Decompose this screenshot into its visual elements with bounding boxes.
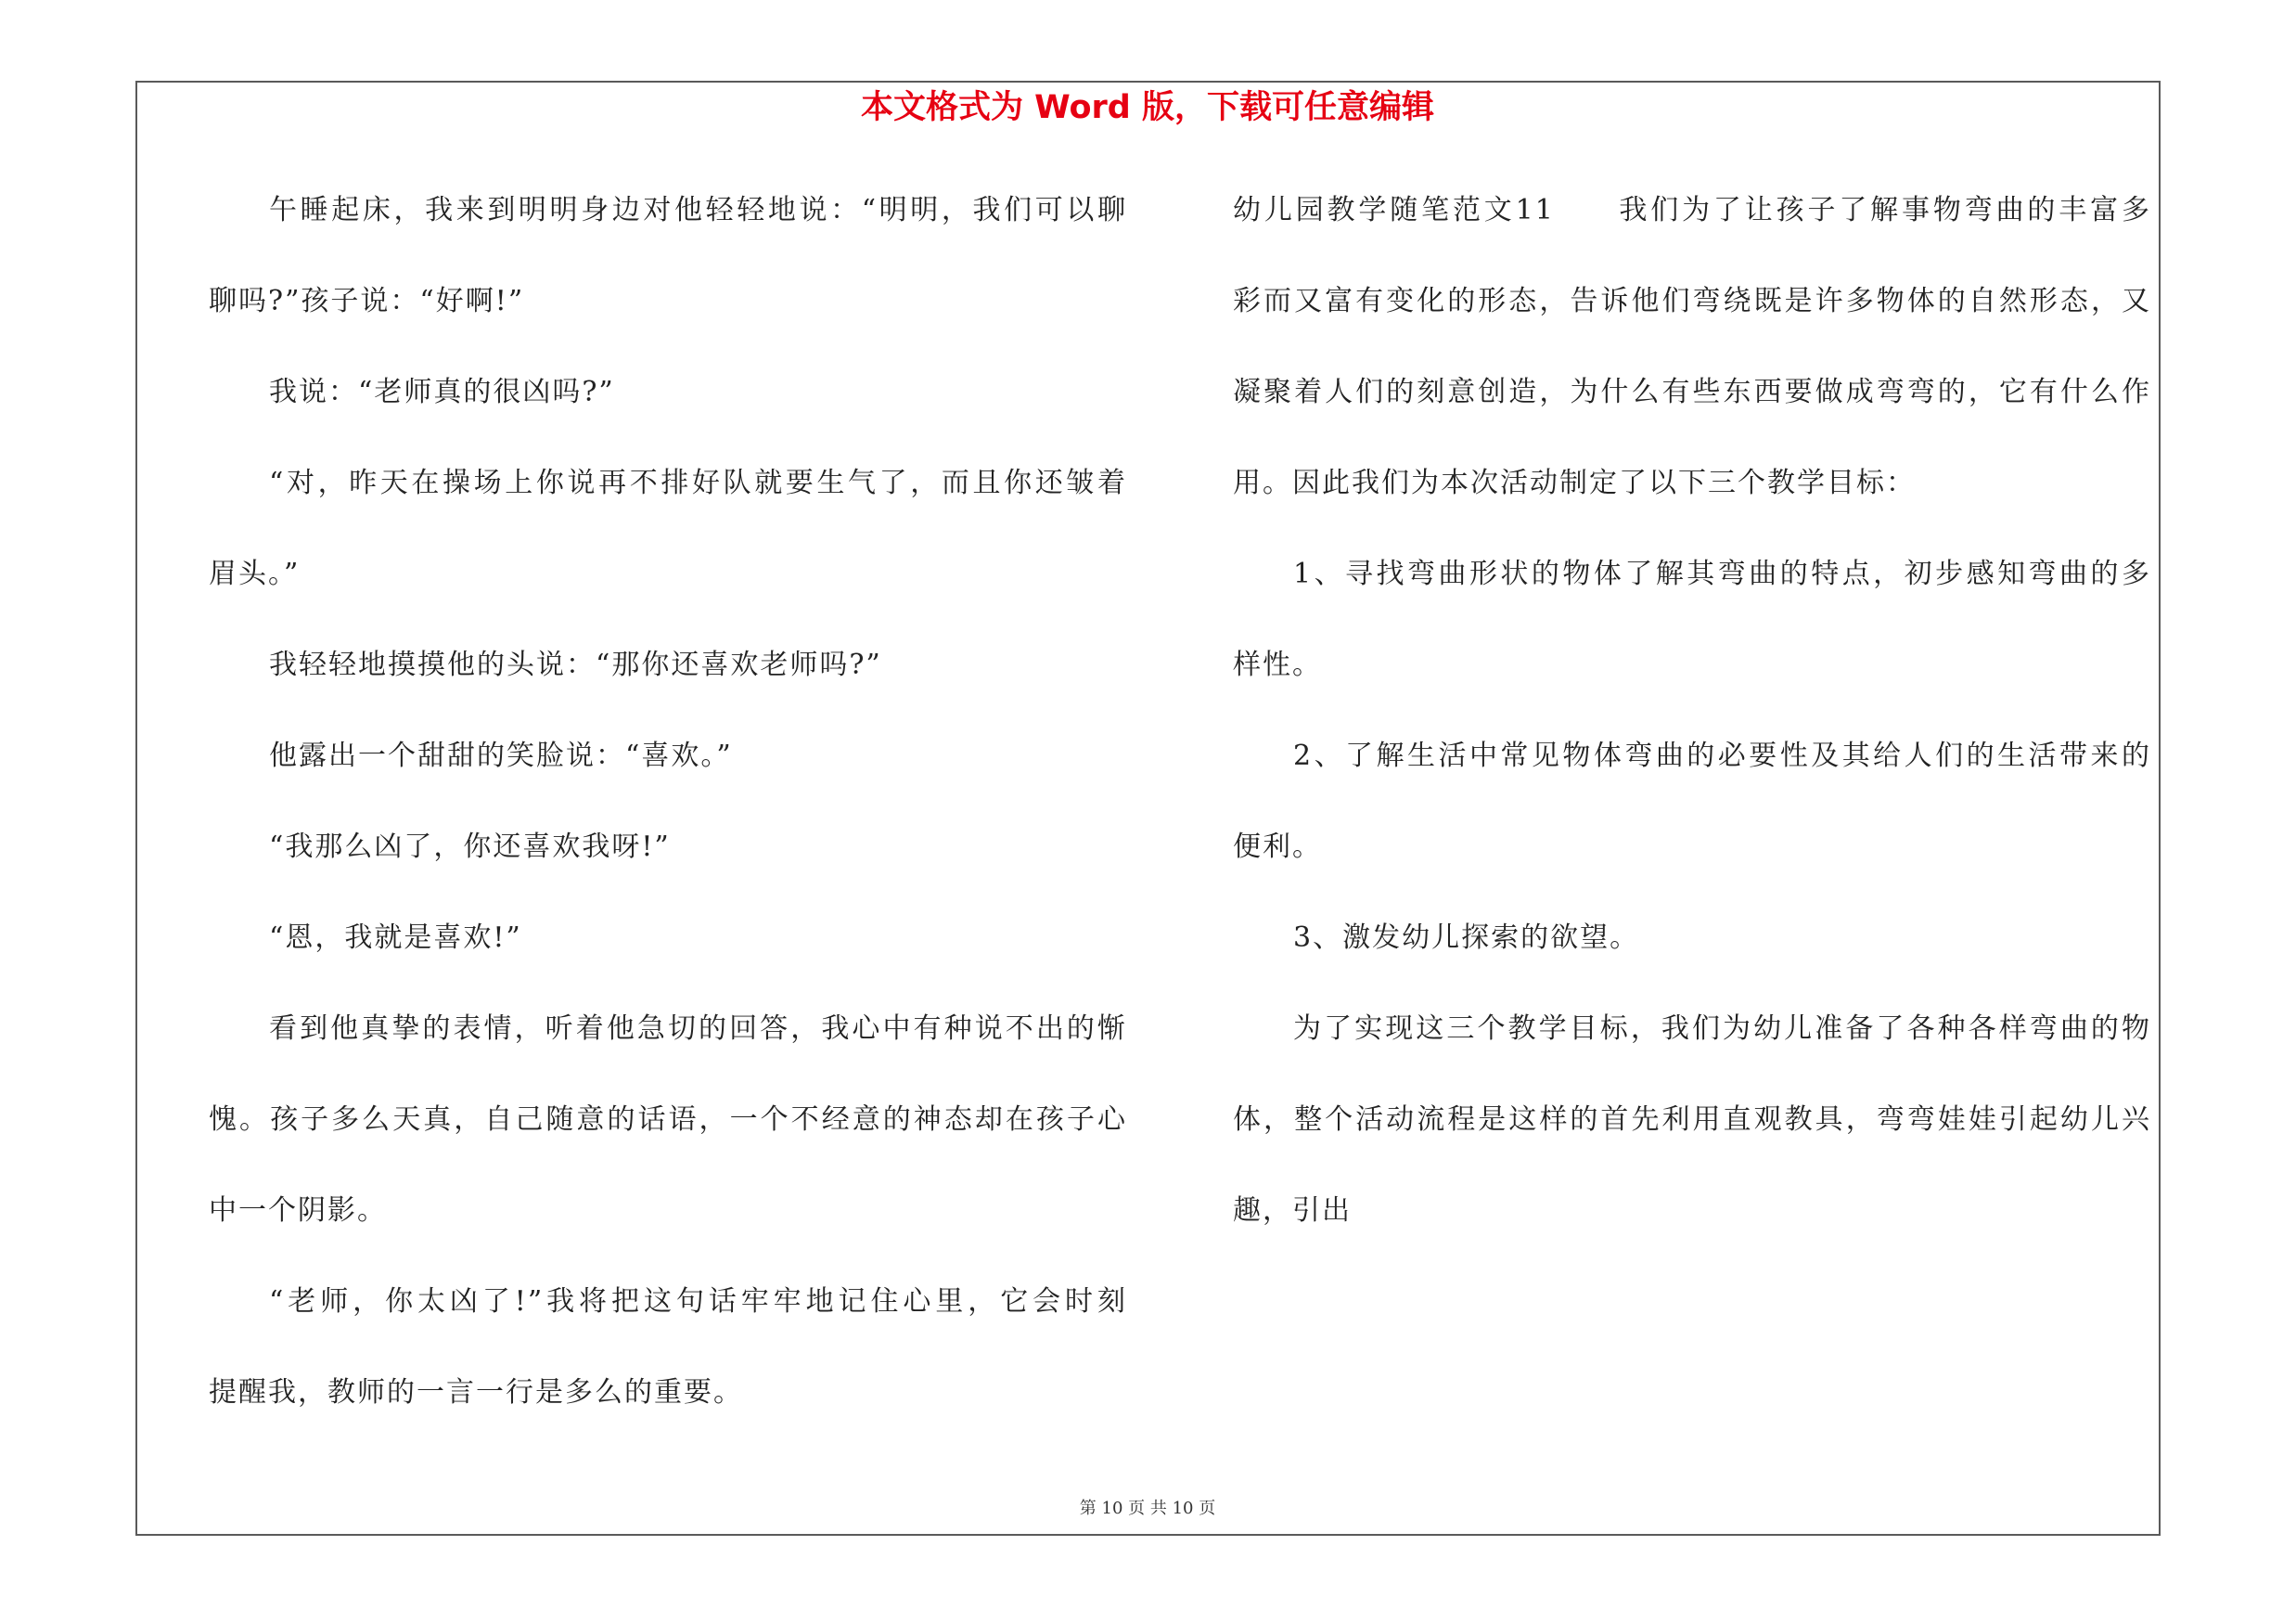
paragraph	[209, 984, 1127, 1256]
paragraph	[1233, 893, 2151, 984]
text-line: 他露出一个甜甜的笑脸说：“喜欢。”	[269, 740, 733, 772]
text-line: 眉头。”	[209, 558, 301, 590]
text-line: 提醒我，教师的一言一行是多么的重要。	[209, 1376, 743, 1409]
paragraph	[209, 620, 1127, 711]
paragraph	[1233, 984, 2151, 1256]
page-number: 第 10 页 共 10 页	[1079, 1499, 1216, 1518]
text-line: 3、激发幼儿探索的欲望。	[1293, 921, 1640, 954]
paragraph	[1233, 165, 2151, 529]
document-header-notice: 本文格式为 Word 版，下载可任意编辑	[860, 89, 1435, 126]
text-line: “对，昨天在操场上你说再不排好队就要生气了，而且你还皱着	[269, 467, 1127, 499]
paragraph	[209, 165, 1127, 347]
text-line: 愧。孩子多么天真，自己随意的话语，一个不经意的神态却在孩子心	[209, 1103, 1127, 1136]
paragraph	[209, 347, 1127, 438]
text-line: “恩，我就是喜欢!”	[269, 921, 522, 954]
text-line: 看到他真挚的表情，听着他急切的回答，我心中有种说不出的惭	[269, 1012, 1127, 1045]
paragraph	[1233, 529, 2151, 711]
text-line: 2、了解生活中常见物体弯曲的必要性及其给人们的生活带来的	[1293, 740, 2151, 772]
text-line: 我说：“老师真的很凶吗?”	[269, 376, 615, 408]
text-line: 彩而又富有变化的形态，告诉他们弯绕既是许多物体的自然形态，又	[1233, 285, 2151, 317]
text-line: 样性。	[1233, 649, 1322, 681]
paragraph	[1233, 711, 2151, 893]
paragraph	[209, 1256, 1127, 1438]
text-line: 用。因此我们为本次活动制定了以下三个教学目标：	[1233, 467, 1916, 499]
right-text-column	[1233, 165, 2151, 1256]
text-line: 体，整个活动流程是这样的首先利用直观教具，弯弯娃娃引起幼儿兴	[1233, 1103, 2151, 1136]
paragraph	[209, 893, 1127, 984]
text-line: 便利。	[1233, 831, 1322, 863]
text-line: 午睡起床，我来到明明身边对他轻轻地说：“明明，我们可以聊	[269, 194, 1127, 226]
paragraph	[209, 711, 1127, 802]
text-line: “我那么凶了，你还喜欢我呀!”	[269, 831, 671, 863]
text-line: “老师，你太凶了!”我将把这句话牢牢地记住心里，它会时刻	[269, 1285, 1127, 1318]
text-line: 1、寻找弯曲形状的物体了解其弯曲的特点，初步感知弯曲的多	[1293, 558, 2151, 590]
paragraph	[209, 438, 1127, 620]
left-text-column	[209, 165, 1127, 1438]
text-line: 聊吗?”孩子说：“好啊!”	[209, 285, 525, 317]
text-line: 幼儿园教学随笔范文11 我们为了让孩子了解事物弯曲的丰富多	[1233, 194, 2151, 226]
text-line: 趣，引出	[1233, 1194, 1352, 1227]
text-line: 我轻轻地摸摸他的头说：“那你还喜欢老师吗?”	[269, 649, 882, 681]
text-line: 为了实现这三个教学目标，我们为幼儿准备了各种各样弯曲的物	[1293, 1012, 2151, 1045]
text-line: 中一个阴影。	[209, 1194, 387, 1227]
text-line: 凝聚着人们的刻意创造，为什么有些东西要做成弯弯的，它有什么作	[1233, 376, 2151, 408]
paragraph	[209, 802, 1127, 893]
